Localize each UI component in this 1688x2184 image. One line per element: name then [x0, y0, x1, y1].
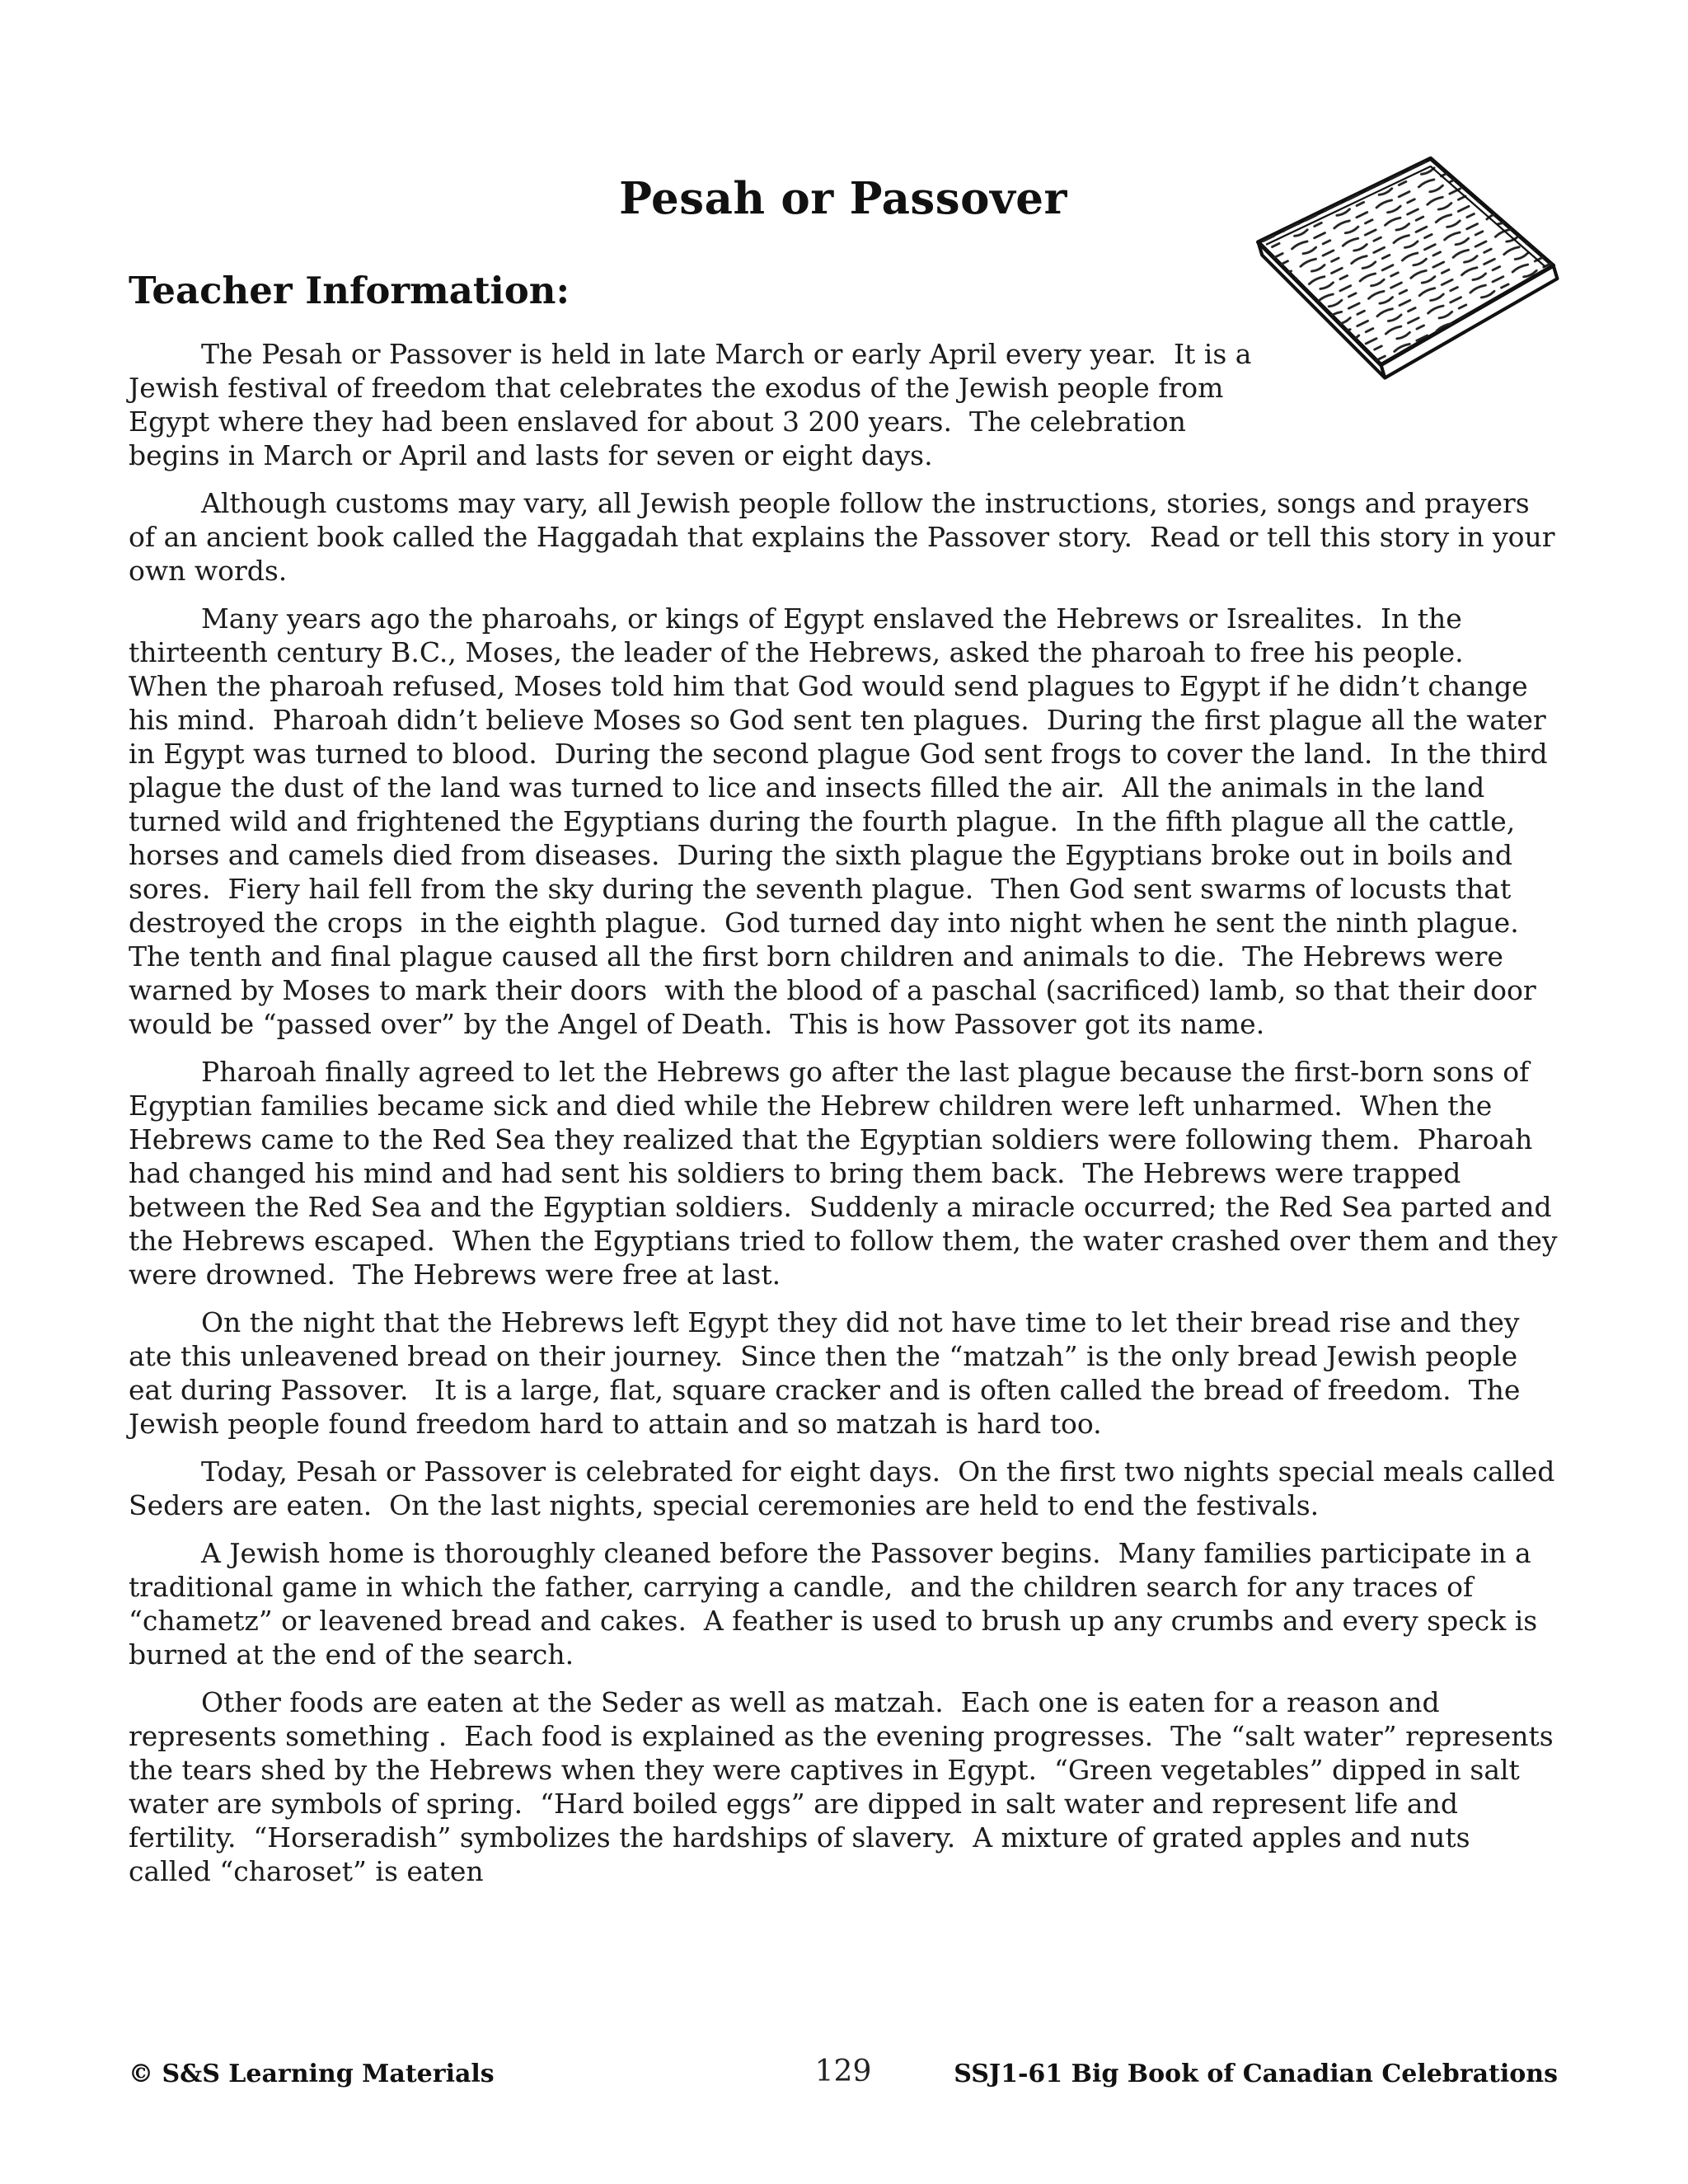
- paragraph-2: Although customs may vary, all Jewish people follow the instructions, stories, songs and prayers of an ancient book called the Haggadah that explains the Passover story. Read or tell this story in your own words.: [129, 487, 1564, 587]
- page-number: 129: [814, 2055, 872, 2088]
- footer-book-title: SSJ1-61 Big Book of Canadian Celebrations: [954, 2060, 1558, 2088]
- paragraph-4: Pharoah finally agreed to let the Hebrews go after the last plague because the first-born sons of Egyptian families became sick and died while the Hebrew children were left unharmed. When the Hebrews came to the Red Sea they realized that the Egyptian soldiers were following them. Pharoah had changed his mind and had sent his soldiers to bring them back. The Hebrews were trapped between the Red Sea and the Egyptian soldiers. Suddenly a miracle occurred; the Red Sea parted and the Hebrews escaped. When the Egyptians tried to follow them, the water crashed over them and they were drowned. The Hebrews were free at last.: [129, 1056, 1567, 1291]
- paragraph-8: Other foods are eaten at the Seder as well as matzah. Each one is eaten for a reason and represents something . Each food is explained as the evening progresses. The “salt water” represents the tears shed by the Hebrews when they were captives in Egypt. “Green vegetables” dipped in salt water are symbols of spring. “Hard boiled eggs” are dipped in salt water and represent life and fertility. “Horseradish” symbolizes the hardships of slavery. A mixture of grated apples and nuts called “charoset” is eaten: [129, 1686, 1563, 1887]
- footer-copyright: © S&S Learning Materials: [129, 2060, 495, 2088]
- section-heading: Teacher Information:: [129, 269, 570, 312]
- paragraph-3: Many years ago the pharoahs, or kings of Egypt enslaved the Hebrews or Isrealites. In the thirteenth century B.C., Moses, the leader of the Hebrews, asked the pharoah to free his people. When the pharoah refused, Moses told him that God would send plagues to Egypt if he didn’t change his mind. Pharoah didn’t believe Moses so God sent ten plagues. During the first plague all the water in Egypt was turned to blood. During the second plague God sent frogs to cover the land. In the third plague the dust of the land was turned to lice and insects filled the air. All the animals in the land turned wild and frightened the Egyptians during the fourth plague. In the fifth plague all the cattle, horses and camels died from diseases. During the sixth plague the Egyptians broke out in boils and sores. Fiery hail fell from the sky during the seventh plague. Then God sent swarms of locusts that destroyed the crops in the eighth plague. God turned day into night when he sent the ninth plague. The tenth and final plague caused all the first born children and animals to die. The Hebrews were warned by Moses to mark their doors with the blood of a paschal (sacrificed) lamb, so that their door would be “passed over” by the Angel of Death. This is how Passover got its name.: [129, 602, 1557, 1040]
- page-footer: [129, 2049, 1558, 2088]
- matzah-icon: [1235, 138, 1574, 423]
- paragraph-5: On the night that the Hebrews left Egypt they did not have time to let their bread rise and they ate this unleavened bread on their journey. Since then the “matzah” is the only bread Jewish people eat during Passover. It is a large, flat, square cracker and is often called the bread of freedom. The Jewish people found freedom hard to attain and so matzah is hard too.: [129, 1306, 1529, 1440]
- paragraph-7: A Jewish home is thoroughly cleaned before the Passover begins. Many families participate in a traditional game in which the father, carrying a candle, and the children search for any traces of “chametz” or leavened bread and cakes. A feather is used to brush up any crumbs and every speck is burned at the end of the search.: [129, 1537, 1546, 1671]
- paragraph-6: Today, Pesah or Passover is celebrated for eight days. On the first two nights special meals called Seders are eaten. On the last nights, special ceremonies are held to end the festivals.: [129, 1455, 1564, 1521]
- paragraph-1: The Pesah or Passover is held in late March or early April every year. It is a Jewish festival of freedom that celebrates the exodus of the Jewish people from Egypt where they had been enslaved for about 3 200 years. The celebration begins in March or April and lasts for seven or eight days.: [129, 338, 1260, 471]
- page-title: Pesah or Passover: [619, 173, 1067, 224]
- matzah-illustration: [1235, 138, 1574, 423]
